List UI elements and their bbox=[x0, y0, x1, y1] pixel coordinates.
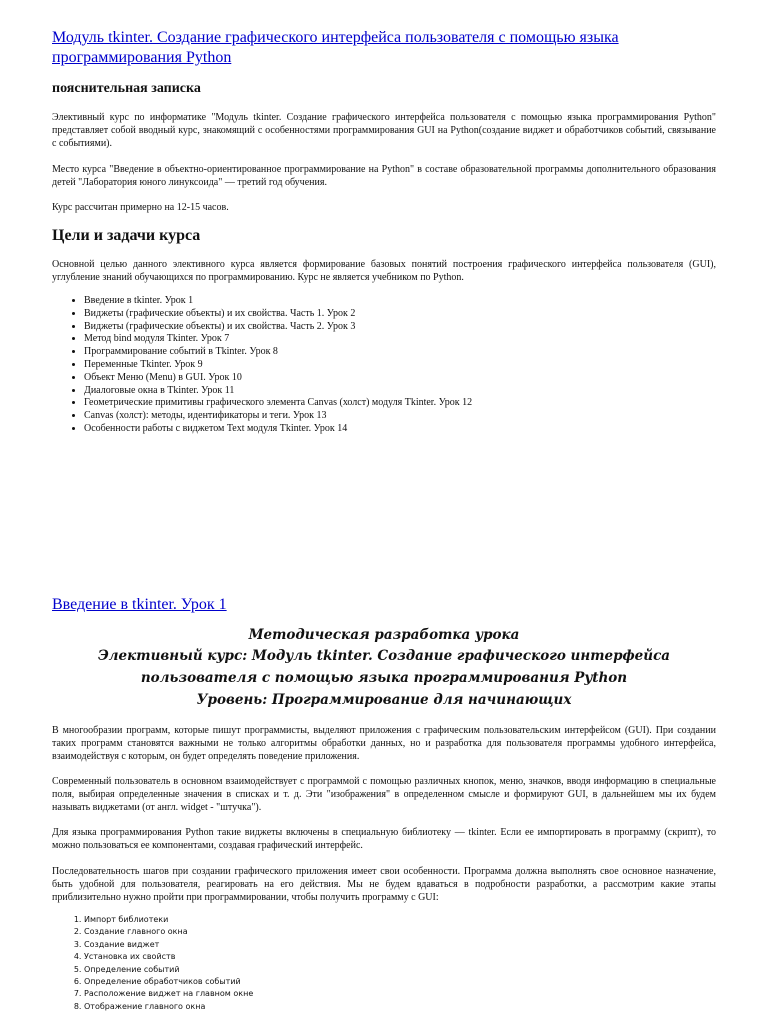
lesson1-title-link[interactable]: Введение в tkinter. Урок 1 bbox=[52, 596, 227, 613]
goals-paragraph: Основной целью данного элективного курса является формирование базовых понятий построения графического интерфейса пользователя (GUI), углубление знаний обучающихся по программированию. Курс не является учебником по Python. bbox=[52, 259, 716, 283]
lesson-list-item: • Диалоговые окна в Tkinter. Урок 11 bbox=[84, 385, 724, 398]
goals-heading: Цели и задачи курса bbox=[52, 227, 201, 244]
body-paragraph-2: Современный пользователь в основном взаимодействует с программой с помощью различных кнопок, меню, значков, вводя информацию в специальные поля, выбирая определенные значения в списках и т. д. Эти "изображения" в определенном смысле и формируют GUI, в дальнейшем мы их будем называть виджетами (от англ. widget - "штучка"). bbox=[52, 776, 716, 813]
lesson-list-item: • Особенности работы с виджетом Text модуля Tkinter. Урок 14 bbox=[84, 423, 724, 436]
module-title-link[interactable]: Модуль tkinter. Создание графического интерфейса пользователя с помощью языка программирования Python bbox=[52, 29, 619, 66]
lesson-header-line-4: Уровень: Программирование для начинающих bbox=[196, 692, 572, 708]
note-paragraph-2: Место курса "Введение в объектно-ориентированное программирование на Python" в составе образовательной программы дополнительного образования детей "Лаборатория юного линуксоида" — третий год обучения. bbox=[52, 164, 716, 188]
step-list-item: 4. Установка их свойств bbox=[84, 951, 584, 963]
lesson-header-line-2: Элективный курс: Модуль tkinter. Создание графического интерфейса bbox=[97, 648, 671, 664]
body-paragraph-4: Последовательность шагов при создании графического приложения имеет свои особенности. Программа должна выполнять свое основное назначение, быть удобной для пользователя, реагировать на его действия. Мы не будем вдаваться в подробности разработки, а рассмотрим какие этапы приблизительно нужно пройти при программировании, чтобы получить программу с GUI: bbox=[52, 866, 716, 903]
lessons-list bbox=[52, 295, 724, 436]
note-paragraph-1: Элективный курс по информатике "Модуль tkinter. Создание графического интерфейса пользователя с помощью языка программирования Python" представляет собой вводный курс, знакомящий с особенностями программирования GUI на Python(создание виджет и обработчиков событий, связывание с событиями). bbox=[52, 112, 716, 149]
gui-steps-list bbox=[52, 914, 584, 1013]
lesson-list-item: • Виджеты (графические объекты) и их свойства. Часть 2. Урок 3 bbox=[84, 321, 724, 334]
step-list-item: 2. Создание главного окна bbox=[84, 926, 584, 938]
lesson-list-item: • Объект Меню (Menu) в GUI. Урок 10 bbox=[84, 372, 724, 385]
step-list-item: 8. Отображение главного окна bbox=[84, 1001, 584, 1013]
step-list-item: 5. Определение событий bbox=[84, 964, 584, 976]
lesson-list-item: • Введение в tkinter. Урок 1 bbox=[84, 295, 724, 308]
note-paragraph-3: Курс рассчитан примерно на 12-15 часов. bbox=[52, 202, 229, 213]
step-list-item: 1. Импорт библиотеки bbox=[84, 914, 584, 926]
body-paragraph-3: Для языка программирования Python такие виджеты включены в специальную библиотеку — tkinter. Если ее импортировать в программу (скрипт), то можно пользоваться ее компонентами, создавая графический интерфейс. bbox=[52, 827, 716, 851]
step-list-item: 7. Расположение виджет на главном окне bbox=[84, 988, 584, 1000]
lesson-list-item: • Переменные Tkinter. Урок 9 bbox=[84, 359, 724, 372]
lesson-list-item: • Программирование событий в Tkinter. Урок 8 bbox=[84, 346, 724, 359]
body-paragraph-1: В многообразии программ, которые пишут программисты, выделяют приложения с графическим пользовательским интерфейсом (GUI). При создании таких программ становятся важными не только алгоритмы обработки данных, но и разработка для пользователя программы удобного интерфейса, взаимодействуя с которым, он будет определять поведение приложения. bbox=[52, 725, 716, 762]
step-list-item: 3. Создание виджет bbox=[84, 939, 584, 951]
step-list-item: 6. Определение обработчиков событий bbox=[84, 976, 584, 988]
lesson-header-line-3: пользователя с помощью языка программирования Python bbox=[140, 670, 628, 686]
lesson-list-item: • Метод bind модуля Tkinter. Урок 7 bbox=[84, 333, 724, 346]
lesson-header-line-1: Методическая разработка урока bbox=[248, 627, 520, 643]
lesson-list-item: • Виджеты (графические объекты) и их свойства. Часть 1. Урок 2 bbox=[84, 308, 724, 321]
lesson-list-item: • Геометрические примитивы графического элемента Canvas (холст) модуля Tkinter. Урок 12 bbox=[84, 397, 724, 410]
lesson-list-item: • Canvas (холст): методы, идентификаторы и теги. Урок 13 bbox=[84, 410, 724, 423]
explanatory-note-heading: пояснительная записка bbox=[52, 81, 201, 96]
